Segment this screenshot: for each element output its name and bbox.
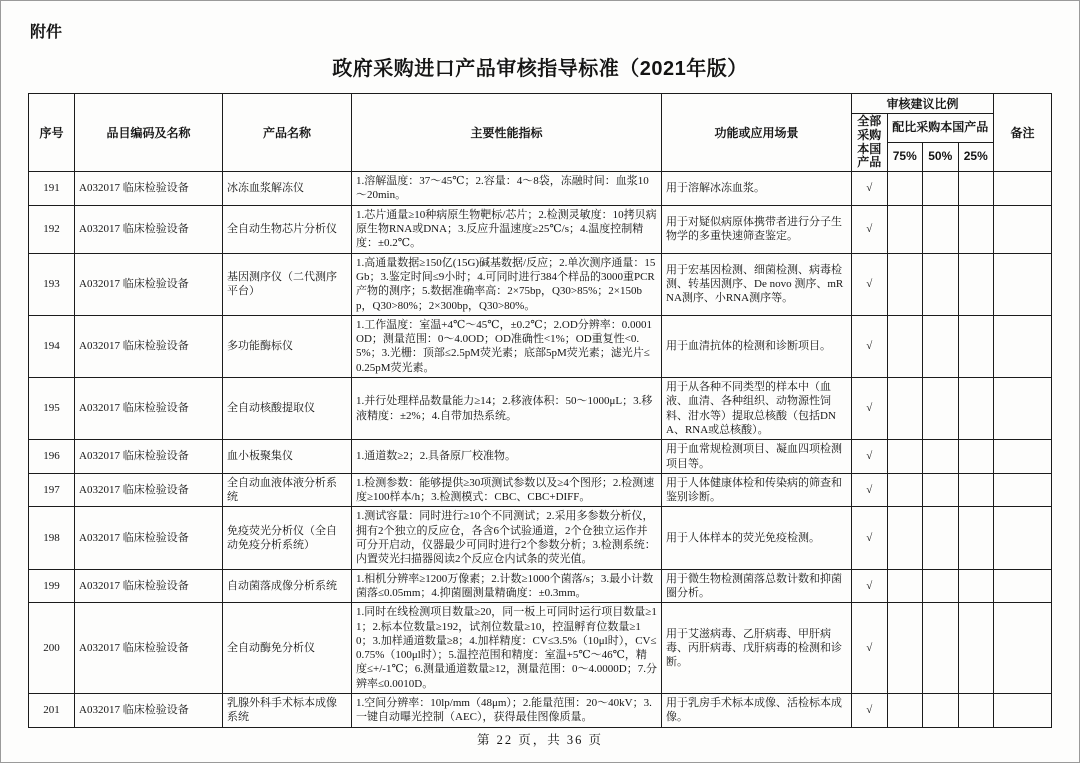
row-check-75 bbox=[887, 693, 923, 727]
row-remark bbox=[994, 507, 1052, 569]
row-function: 用于从各种不同类型的样本中（血液、血清、各种组织、动物源性饲料、泔水等）提取总核酸（包括DNA、RNA或总核酸）。 bbox=[662, 378, 852, 440]
row-item-code: A032017 临床检验设备 bbox=[75, 378, 223, 440]
row-check-25 bbox=[958, 253, 994, 315]
row-item-code: A032017 临床检验设备 bbox=[75, 205, 223, 253]
row-product-name: 基因测序仪（二代测序平台） bbox=[223, 253, 352, 315]
row-specs: 1.并行处理样品数量能力≥14；2.移液体积：50～1000μL；3.移液精度：±2%；4.自带加热系统。 bbox=[352, 378, 662, 440]
row-product-name: 自动菌落成像分析系统 bbox=[223, 569, 352, 603]
row-check-75 bbox=[887, 569, 923, 603]
table-row bbox=[29, 378, 1052, 440]
row-check-50 bbox=[923, 569, 959, 603]
row-item-code: A032017 临床检验设备 bbox=[75, 315, 223, 377]
row-check-50 bbox=[923, 473, 959, 507]
row-function: 用于宏基因检测、细菌检测、病毒检测、转基因测序、De novo 测序、mRNA测序、小RNA测序等。 bbox=[662, 253, 852, 315]
row-function: 用于血常规检测项目、凝血四项检测项目等。 bbox=[662, 440, 852, 474]
row-item-code: A032017 临床检验设备 bbox=[75, 473, 223, 507]
row-check-75 bbox=[887, 205, 923, 253]
row-specs: 1.芯片通量≥10种病原生物靶标/芯片；2.检测灵敏度：10拷贝病原生物RNA或DNA；3.反应升温速度≥25℃/s；4.温度控制精度：±0.2℃。 bbox=[352, 205, 662, 253]
row-seq: 198 bbox=[29, 507, 75, 569]
row-remark bbox=[994, 440, 1052, 474]
table-row bbox=[29, 253, 1052, 315]
row-check-all-domestic: √ bbox=[852, 172, 888, 206]
row-seq: 197 bbox=[29, 473, 75, 507]
row-seq: 191 bbox=[29, 172, 75, 206]
row-product-name: 乳腺外科手术标本成像系统 bbox=[223, 693, 352, 727]
row-function: 用于血清抗体的检测和诊断项目。 bbox=[662, 315, 852, 377]
attachment-label: 附件 bbox=[30, 24, 63, 41]
row-seq: 201 bbox=[29, 693, 75, 727]
row-check-75 bbox=[887, 378, 923, 440]
row-product-name: 多功能酶标仪 bbox=[223, 315, 352, 377]
row-check-all-domestic: √ bbox=[852, 569, 888, 603]
row-check-all-domestic: √ bbox=[852, 440, 888, 474]
row-item-code: A032017 临床检验设备 bbox=[75, 569, 223, 603]
header-item-code: 品目编码及名称 bbox=[75, 94, 223, 172]
row-item-code: A032017 临床检验设备 bbox=[75, 253, 223, 315]
row-remark bbox=[994, 378, 1052, 440]
row-check-all-domestic: √ bbox=[852, 693, 888, 727]
table-row bbox=[29, 603, 1052, 694]
row-remark bbox=[994, 569, 1052, 603]
row-check-25 bbox=[958, 693, 994, 727]
table-row bbox=[29, 440, 1052, 474]
row-seq: 192 bbox=[29, 205, 75, 253]
row-item-code: A032017 临床检验设备 bbox=[75, 172, 223, 206]
row-check-50 bbox=[923, 440, 959, 474]
row-remark bbox=[994, 473, 1052, 507]
row-specs: 1.相机分辨率≥1200万像素；2.计数≥1000个菌落/s；3.最小计数菌落≤0.05mm；4.抑菌圈测量精确度：±0.3mm。 bbox=[352, 569, 662, 603]
row-specs: 1.检测参数：能够提供≥30项测试参数以及≥4个图形；2.检测速度≥100样本/h；3.检测模式：CBC、CBC+DIFF。 bbox=[352, 473, 662, 507]
table-header bbox=[29, 94, 1052, 172]
standards-table bbox=[28, 93, 1052, 728]
row-remark bbox=[994, 603, 1052, 694]
row-remark bbox=[994, 253, 1052, 315]
row-product-name: 全自动血液体液分析系统 bbox=[223, 473, 352, 507]
row-specs: 1.通道数≥2；2.具备原厂校准物。 bbox=[352, 440, 662, 474]
row-specs: 1.高通量数据≥150亿(15G)碱基数据/反应；2.单次测序通量：15Gb；3.鉴定时间≤9小时；4.可同时进行384个样品的3000重PCR产物的测序；5.数据准确率高：2×75bp，Q30>85%；2×150bp，Q30>80%；2×300bp，Q30>80%。 bbox=[352, 253, 662, 315]
header-all-domestic: 全部采购本国产品 bbox=[852, 114, 888, 172]
row-check-50 bbox=[923, 172, 959, 206]
row-function: 用于微生物检测菌落总数计数和抑菌圈分析。 bbox=[662, 569, 852, 603]
header-75: 75% bbox=[887, 143, 923, 172]
table-row bbox=[29, 172, 1052, 206]
row-check-75 bbox=[887, 473, 923, 507]
header-50: 50% bbox=[923, 143, 959, 172]
row-product-name: 冰冻血浆解冻仪 bbox=[223, 172, 352, 206]
row-check-75 bbox=[887, 172, 923, 206]
row-check-75 bbox=[887, 253, 923, 315]
row-seq: 195 bbox=[29, 378, 75, 440]
table-row bbox=[29, 693, 1052, 727]
row-check-all-domestic: √ bbox=[852, 205, 888, 253]
row-check-all-domestic: √ bbox=[852, 378, 888, 440]
row-check-25 bbox=[958, 603, 994, 694]
header-review-ratio-group: 审核建议比例 bbox=[852, 94, 994, 114]
row-seq: 199 bbox=[29, 569, 75, 603]
header-product-name: 产品名称 bbox=[223, 94, 352, 172]
header-specs: 主要性能指标 bbox=[352, 94, 662, 172]
header-seq: 序号 bbox=[29, 94, 75, 172]
row-seq: 194 bbox=[29, 315, 75, 377]
row-check-50 bbox=[923, 253, 959, 315]
row-product-name: 全自动核酸提取仪 bbox=[223, 378, 352, 440]
row-remark bbox=[994, 315, 1052, 377]
row-check-25 bbox=[958, 569, 994, 603]
header-proportional-group: 配比采购本国产品 bbox=[887, 114, 994, 143]
row-product-name: 血小板聚集仪 bbox=[223, 440, 352, 474]
row-function: 用于艾滋病毒、乙肝病毒、甲肝病毒、丙肝病毒、戊肝病毒的检测和诊断。 bbox=[662, 603, 852, 694]
table-row bbox=[29, 205, 1052, 253]
row-seq: 196 bbox=[29, 440, 75, 474]
row-check-50 bbox=[923, 378, 959, 440]
row-check-all-domestic: √ bbox=[852, 507, 888, 569]
row-check-50 bbox=[923, 507, 959, 569]
row-function: 用于乳房手术标本成像、活检标本成像。 bbox=[662, 693, 852, 727]
row-check-75 bbox=[887, 315, 923, 377]
row-product-name: 全自动酶免分析仪 bbox=[223, 603, 352, 694]
row-remark bbox=[994, 205, 1052, 253]
row-specs: 1.空间分辨率：10lp/mm（48μm）；2.能量范围：20～40kV；3.一键自动曝光控制（AEC），获得最佳图像质量。 bbox=[352, 693, 662, 727]
header-25: 25% bbox=[958, 143, 994, 172]
row-item-code: A032017 临床检验设备 bbox=[75, 693, 223, 727]
row-check-25 bbox=[958, 378, 994, 440]
row-seq: 200 bbox=[29, 603, 75, 694]
row-function: 用于对疑似病原体携带者进行分子生物学的多重快速筛查鉴定。 bbox=[662, 205, 852, 253]
row-function: 用于人体样本的荧光免疫检测。 bbox=[662, 507, 852, 569]
table-row bbox=[29, 473, 1052, 507]
row-remark bbox=[994, 172, 1052, 206]
row-check-50 bbox=[923, 603, 959, 694]
row-check-75 bbox=[887, 507, 923, 569]
row-specs: 1.测试容量：同时进行≥10个不同测试；2.采用多参数分析仪，拥有2个独立的反应仓，各含6个试验通道，2个仓独立运作并可分开启动，仪器最少可同时进行2个参数分析；3.检测系统：内置荧光扫描器阅读2个反应仓内试条的荧光值。 bbox=[352, 507, 662, 569]
row-item-code: A032017 临床检验设备 bbox=[75, 603, 223, 694]
header-function: 功能或应用场景 bbox=[662, 94, 852, 172]
row-check-50 bbox=[923, 315, 959, 377]
page-number: 第 22 页，共 36 页 bbox=[476, 733, 603, 747]
row-check-25 bbox=[958, 473, 994, 507]
row-product-name: 免疫荧光分析仪（全自动免疫分析系统） bbox=[223, 507, 352, 569]
row-check-25 bbox=[958, 507, 994, 569]
row-check-25 bbox=[958, 315, 994, 377]
row-specs: 1.溶解温度：37～45℃；2.容量：4～8袋，冻融时间：血浆10～20min。 bbox=[352, 172, 662, 206]
row-check-75 bbox=[887, 603, 923, 694]
row-function: 用于人体健康体检和传染病的筛查和鉴别诊断。 bbox=[662, 473, 852, 507]
page-title: 政府采购进口产品审核指导标准（2021年版） bbox=[332, 58, 748, 80]
row-check-25 bbox=[958, 440, 994, 474]
row-seq: 193 bbox=[29, 253, 75, 315]
table-row bbox=[29, 569, 1052, 603]
table-row bbox=[29, 315, 1052, 377]
row-check-50 bbox=[923, 205, 959, 253]
table-body bbox=[29, 172, 1052, 727]
row-function: 用于溶解冰冻血浆。 bbox=[662, 172, 852, 206]
page-content bbox=[1, 1, 1079, 728]
row-check-75 bbox=[887, 440, 923, 474]
row-item-code: A032017 临床检验设备 bbox=[75, 507, 223, 569]
row-specs: 1.工作温度：室温+4℃～45℃，±0.2℃；2.OD分辨率：0.0001OD；测量范围：0～4.0OD；OD准确性<1%；OD重复性<0.5%；3.光栅：顶部≤2.5pM荧光素；底部5pM荧光素；滤光片≤0.25pM荧光素。 bbox=[352, 315, 662, 377]
table-row bbox=[29, 507, 1052, 569]
row-check-all-domestic: √ bbox=[852, 253, 888, 315]
row-check-all-domestic: √ bbox=[852, 473, 888, 507]
row-product-name: 全自动生物芯片分析仪 bbox=[223, 205, 352, 253]
row-remark bbox=[994, 693, 1052, 727]
row-specs: 1.同时在线检测项目数量≥20，同一板上可同时运行项目数量≥11；2.标本位数量≥192，试剂位数量≥10，控温孵育位数量≥10；3.加样通道数量≥8；4.加样精度：CV≤3.5%（10μl时），CV≤0.75%（100μl时）；5.温控范围和精度：室温+5℃～46℃，精度≤+/-1℃；6.测量通道数量≥12，测量范围：0～4.0000D；7.分辨率≤0.0010D。 bbox=[352, 603, 662, 694]
row-check-50 bbox=[923, 693, 959, 727]
row-check-all-domestic: √ bbox=[852, 603, 888, 694]
row-check-25 bbox=[958, 205, 994, 253]
row-item-code: A032017 临床检验设备 bbox=[75, 440, 223, 474]
row-check-25 bbox=[958, 172, 994, 206]
header-remarks: 备注 bbox=[994, 94, 1052, 172]
row-check-all-domestic: √ bbox=[852, 315, 888, 377]
